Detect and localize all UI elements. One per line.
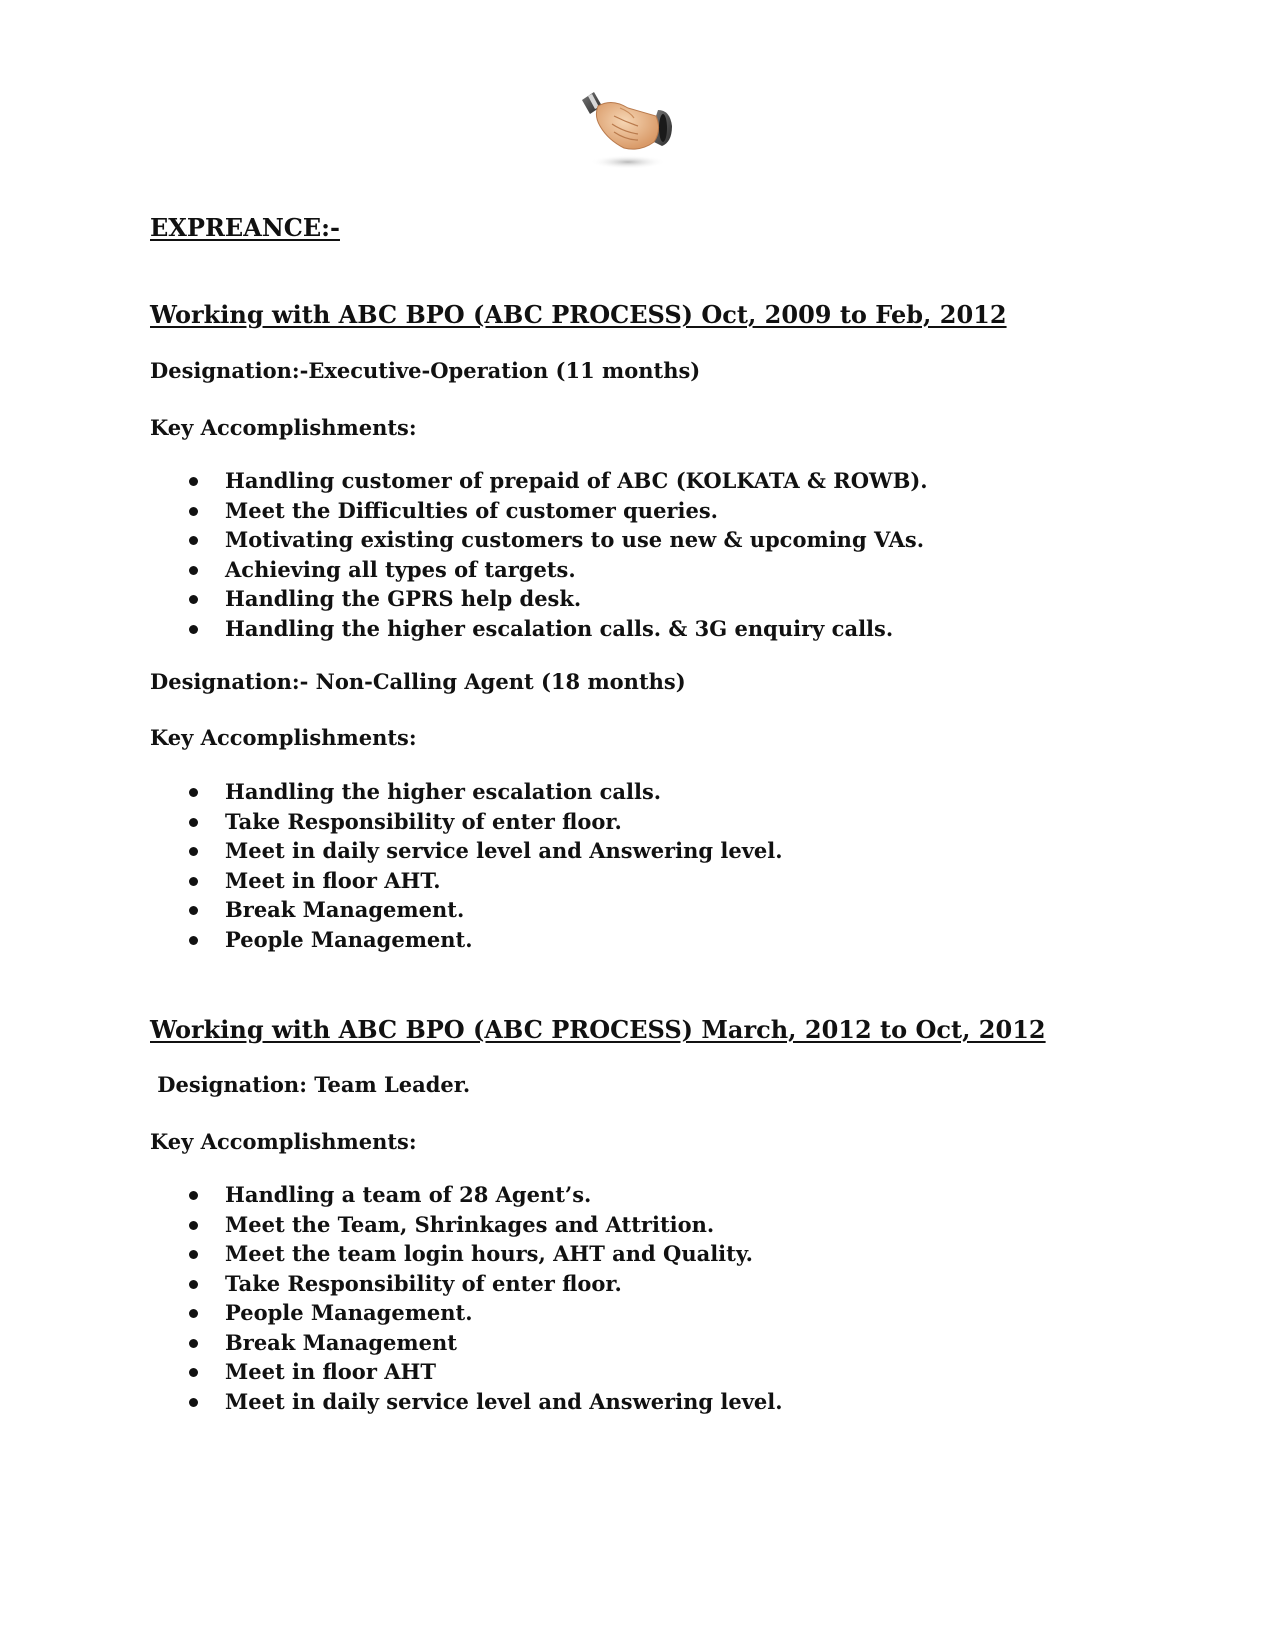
bullet-icon [189,936,198,945]
list-item-text: Meet in floor AHT [225,1359,436,1384]
list-item-text: Achieving all types of targets. [225,556,576,582]
list-item [150,614,928,644]
bullet-icon [189,595,198,604]
list-item [150,836,783,866]
list-item-text: Meet in daily service level and Answering level. [225,838,783,863]
list-item [150,1269,783,1299]
bullet-icon [189,566,198,575]
bullet-icon [189,1280,198,1289]
list-item [150,1298,783,1328]
key-accomplishments-label: Key Accomplishments: [150,1129,417,1154]
bullet-icon [189,1398,198,1407]
list-item [150,866,783,896]
bullet-icon [189,1339,198,1348]
list-item-text: Handling the higher escalation calls. [225,779,662,804]
list-item-text: People Management. [225,926,473,952]
designation: Designation:- Non-Calling Agent (18 months) [150,669,686,694]
key-accomplishments-label: Key Accomplishments: [150,415,417,440]
list-item-text: Handling the higher escalation calls. & 3G enquiry calls. [225,615,894,641]
bullet-icon [189,906,198,915]
list-item [150,1210,783,1240]
bullet-icon [189,818,198,827]
list-item-text: Break Management. [225,897,465,922]
bullet-icon [189,877,198,886]
key-accomplishments-label: Key Accomplishments: [150,725,417,750]
list-item [150,496,928,526]
list-item [150,1239,783,1269]
list-item-text: Break Management [225,1329,457,1355]
list-item [150,777,783,807]
job-title: Working with ABC BPO (ABC PROCESS) Oct, 2009 to Feb, 2012 [150,300,1007,329]
list-item-text: Meet in daily service level and Answering level. [225,1388,783,1414]
list-item [150,925,783,955]
bullet-icon [189,788,198,797]
list-item [150,1357,783,1387]
designation: Designation: Team Leader. [150,1072,471,1097]
list-item [150,1387,783,1417]
designation: Designation:-Executive-Operation (11 months) [150,358,701,383]
bullet-icon [189,1368,198,1377]
bullet-icon [189,1309,198,1318]
list-item-text: People Management. [225,1300,473,1325]
bullet-icon [189,1191,198,1200]
bullet-icon [189,477,198,486]
list-item [150,525,928,555]
list-item [150,895,783,925]
accomplishment-list [150,466,928,643]
bullet-icon [189,847,198,856]
list-item-text: Handling a team of 28 Agent’s. [225,1182,592,1207]
list-item-text: Meet the team login hours, AHT and Quality. [225,1241,753,1266]
bullet-icon [189,1221,198,1230]
list-item [150,555,928,585]
accomplishment-list [150,777,783,954]
job-title: Working with ABC BPO (ABC PROCESS) March, 2012 to Oct, 2012 [150,1015,1046,1044]
handshake-icon [578,82,678,172]
bullet-icon [189,1250,198,1259]
list-item-text: Meet the Team, Shrinkages and Attrition. [225,1211,715,1237]
list-item-text: Meet in floor AHT. [225,867,441,893]
list-item-text: Take Responsibility of enter floor. [225,808,622,834]
list-item-text: Motivating existing customers to use new & upcoming VAs. [225,527,925,552]
list-item-text: Handling customer of prepaid of ABC (KOLKATA & ROWB). [225,468,928,493]
list-item [150,466,928,496]
list-item-text: Meet the Difficulties of customer queries. [225,497,718,523]
list-item [150,1180,783,1210]
bullet-icon [189,507,198,516]
accomplishment-list [150,1180,783,1416]
list-item [150,1328,783,1358]
list-item [150,584,928,614]
bullet-icon [189,536,198,545]
section-title: EXPREANCE:- [150,213,340,242]
list-item-text: Handling the GPRS help desk. [225,586,582,611]
list-item-text: Take Responsibility of enter floor. [225,1270,622,1296]
list-item [150,807,783,837]
bullet-icon [189,625,198,634]
